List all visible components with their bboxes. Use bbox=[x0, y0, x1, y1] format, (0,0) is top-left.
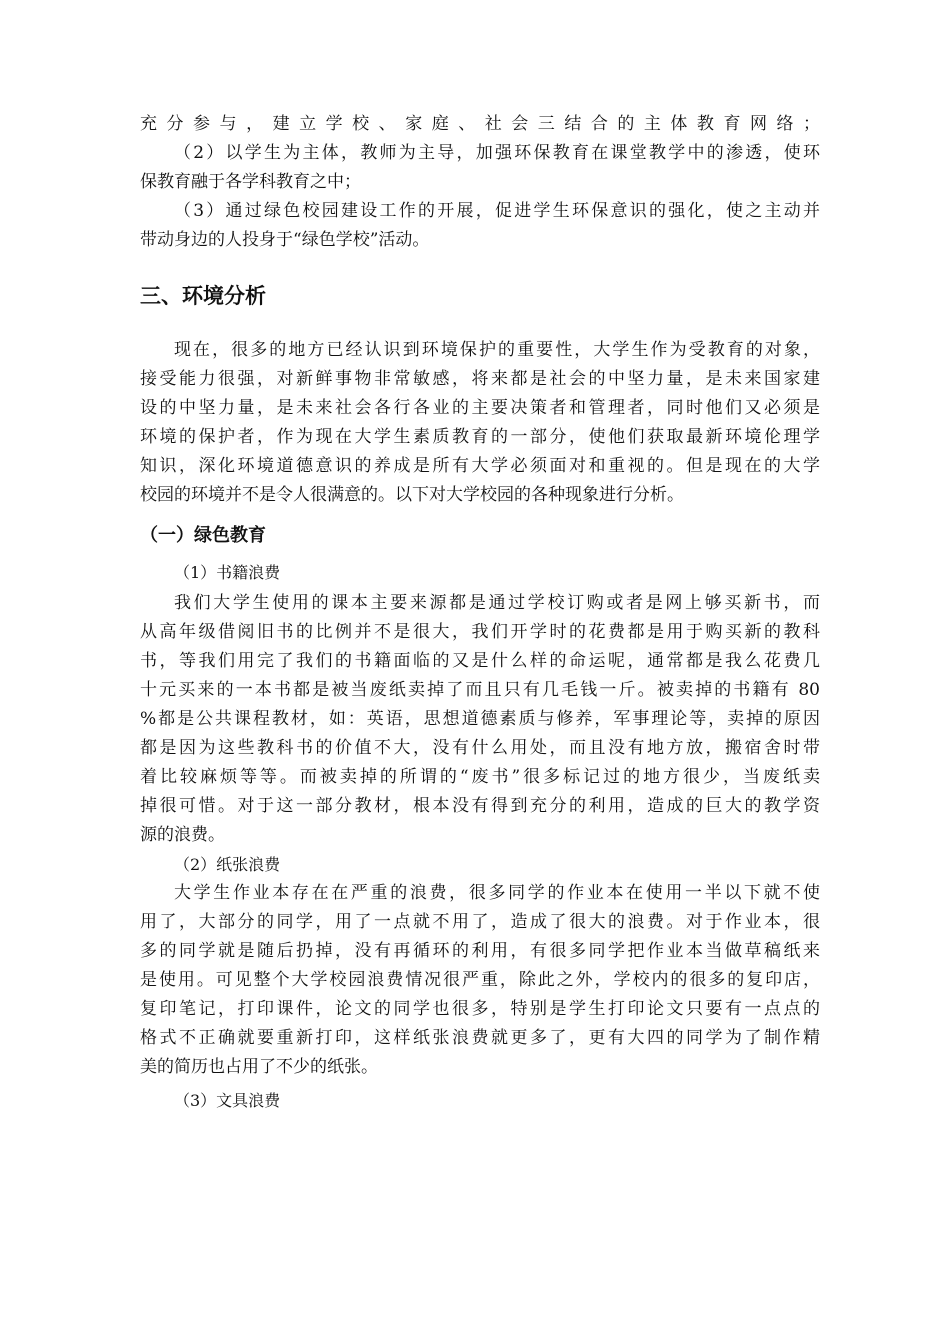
text-line: 知识，深化环境道德意识的养成是所有大学必须面对和重视的。但是现在的大学 bbox=[140, 456, 820, 476]
text-line: 充分参与，建立学校、家庭、社会三结合的主体教育网络； bbox=[140, 114, 820, 134]
subsection-heading: （一）绿色教育 bbox=[140, 525, 266, 546]
text-line: 十元买来的一本书都是被当废纸卖掉了而且只有几毛钱一斤。被卖掉的书籍有 80 bbox=[140, 680, 820, 700]
text-line: 源的浪费。 bbox=[140, 825, 225, 845]
text-line: 从高年级借阅旧书的比例并不是很大，我们开学时的花费都是用于购买新的教科 bbox=[140, 622, 820, 642]
text-line: 用了，大部分的同学，用了一点就不用了，造成了很大的浪费。对于作业本，很 bbox=[140, 912, 820, 932]
text-line: 美的简历也占用了不少的纸张。 bbox=[140, 1057, 378, 1077]
text-line: 多的同学就是随后扔掉，没有再循环的利用，有很多同学把作业本当做草稿纸来 bbox=[140, 941, 820, 961]
text-line: 接受能力很强，对新鲜事物非常敏感，将来都是社会的中坚力量，是未来国家建 bbox=[140, 369, 820, 389]
books-paragraph bbox=[140, 589, 820, 850]
item-title-stationery: （3）文具浪费 bbox=[174, 1091, 281, 1110]
text-line: 设的中坚力量，是未来社会各行各业的主要决策者和管理者，同时他们又必须是 bbox=[140, 398, 820, 418]
text-line: 着比较麻烦等等。而被卖掉的所谓的“废书”很多标记过的地方很少，当废纸卖 bbox=[140, 767, 820, 787]
text-line: 我们大学生使用的课本主要来源都是通过学校订购或者是网上够买新书，而 bbox=[174, 593, 820, 613]
text-line: （3）通过绿色校园建设工作的开展，促进学生环保意识的强化，使之主动并 bbox=[174, 201, 820, 221]
text-line: 环境的保护者，作为现在大学生素质教育的一部分，使他们获取最新环境伦理学 bbox=[140, 427, 820, 447]
document-body bbox=[140, 110, 820, 1115]
section-heading: 三、环境分析 bbox=[140, 284, 266, 308]
item-title-books: （1）书籍浪费 bbox=[174, 563, 281, 582]
text-line: 大学生作业本存在在严重的浪费，很多同学的作业本在使用一半以下就不使 bbox=[174, 883, 820, 903]
text-line: %都是公共课程教材，如：英语，思想道德素质与修养，军事理论等，卖掉的原因 bbox=[140, 709, 820, 729]
text-line: 掉很可惜。对于这一部分教材，根本没有得到充分的利用，造成的巨大的教学资 bbox=[140, 796, 820, 816]
text-line: 书，等我们用完了我们的书籍面临的又是什么样的命运呢，通常都是我么花费几 bbox=[140, 651, 820, 671]
text-line: 是使用。可见整个大学校园浪费情况很严重，除此之外，学校内的很多的复印店， bbox=[140, 970, 820, 990]
item-title-paper: （2）纸张浪费 bbox=[174, 855, 281, 874]
text-line: 保教育融于各学科教育之中； bbox=[140, 172, 361, 192]
intro-paragraph bbox=[140, 110, 820, 255]
text-line: 校园的环境并不是令人很满意的。以下对大学校园的各种现象进行分析。 bbox=[140, 485, 684, 505]
text-line: 格式不正确就要重新打印，这样纸张浪费就更多了，更有大四的同学为了制作精 bbox=[140, 1028, 820, 1048]
text-line: （2）以学生为主体，教师为主导，加强环保教育在课堂教学中的渗透，使环 bbox=[174, 143, 820, 163]
analysis-paragraph bbox=[140, 336, 820, 510]
text-line: 都是因为这些教科书的价值不大，没有什么用处，而且没有地方放，搬宿舍时带 bbox=[140, 738, 820, 758]
text-line: 带动身边的人投身于“绿色学校”活动。 bbox=[140, 230, 430, 250]
paper-paragraph bbox=[140, 879, 820, 1082]
text-line: 复印笔记，打印课件，论文的同学也很多，特别是学生打印论文只要有一点点的 bbox=[140, 999, 820, 1019]
text-line: 现在，很多的地方已经认识到环境保护的重要性，大学生作为受教育的对象， bbox=[174, 340, 820, 360]
